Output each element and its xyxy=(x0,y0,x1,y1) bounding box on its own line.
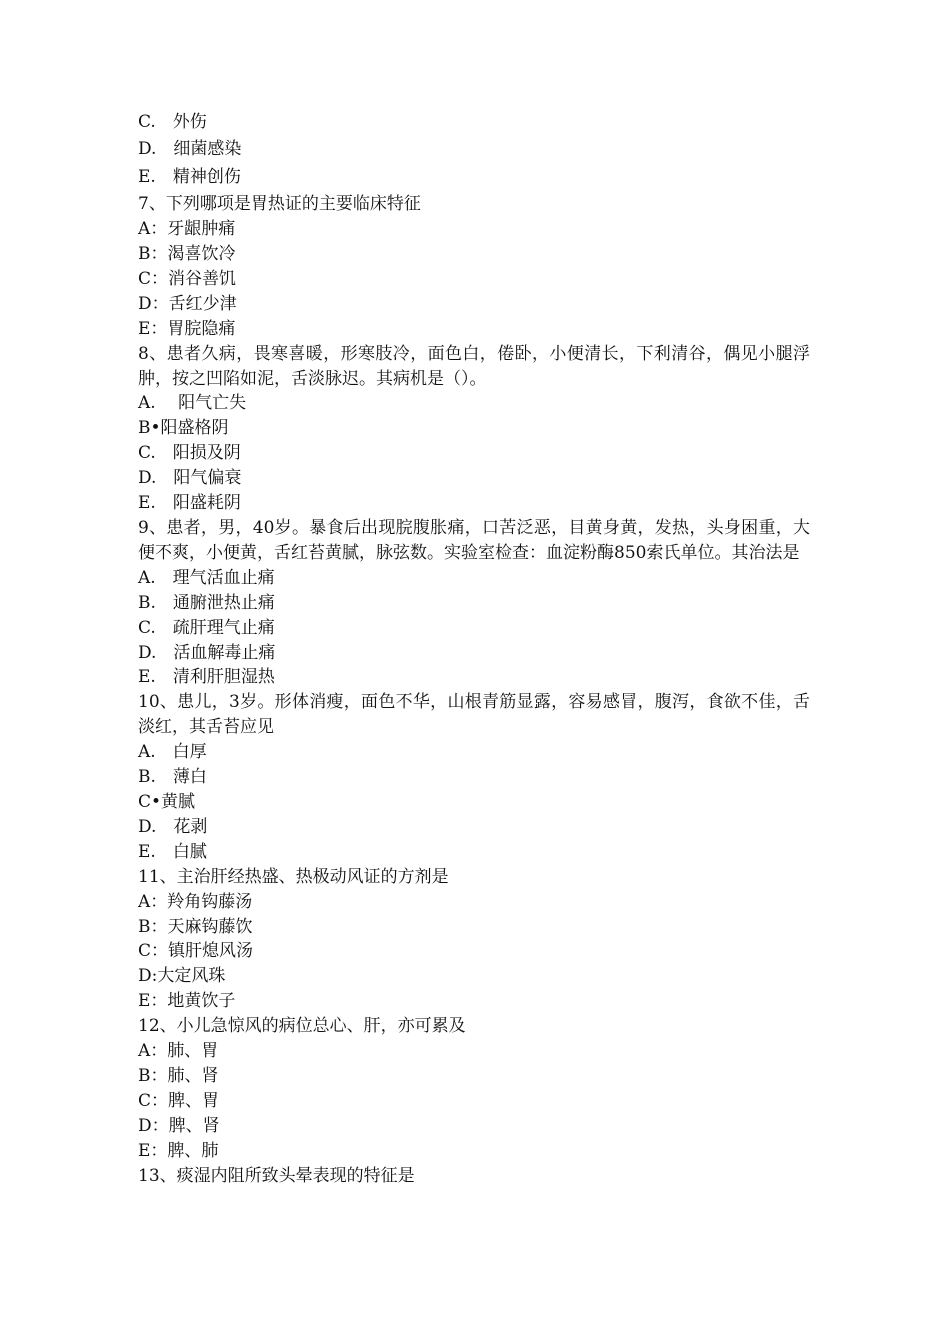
option-e: E：地黄饮子 xyxy=(138,991,236,1012)
option-e: E. 阳盛耗阴 xyxy=(138,493,241,514)
option-e: E. 清利肝胆湿热 xyxy=(138,667,275,688)
option-d: D：舌红少津 xyxy=(138,293,237,314)
option-a: A：羚角钩藤汤 xyxy=(138,891,253,912)
option-c: C•黄腻 xyxy=(138,791,196,812)
document-page xyxy=(138,110,810,1188)
question-8: 8、患者久病，畏寒喜暖，形寒肢冷，面色白，倦卧，小便清长，下利清谷，偶见小腿浮肿，按之凹陷如泥，舌淡脉迟。其病机是（）。 xyxy=(138,343,810,389)
question-7: 7、下列哪项是胃热证的主要临床特征 xyxy=(138,194,421,215)
option-b: B. 薄白 xyxy=(138,767,207,788)
option-c: C. 外伤 xyxy=(138,112,207,132)
option-d: D：脾、肾 xyxy=(138,1115,220,1136)
option-c: C：消谷善饥 xyxy=(138,268,237,289)
option-b: B：天麻钩藤饮 xyxy=(138,916,253,937)
option-d: D. 活血解毒止痛 xyxy=(138,642,276,663)
option-d: D. 花剥 xyxy=(138,816,208,837)
option-b: B：肺、肾 xyxy=(138,1065,219,1086)
option-e: E. 精神创伤 xyxy=(138,166,241,187)
option-c: C：脾、胃 xyxy=(138,1090,220,1111)
option-d: D. 细菌感染 xyxy=(138,139,242,160)
question-12: 12、小儿急惊风的病位总心、肝，亦可累及 xyxy=(138,1016,466,1037)
option-e: E：胃脘隐痛 xyxy=(138,318,236,339)
option-e: E：脾、肺 xyxy=(138,1140,219,1161)
option-d: D:大定风珠 xyxy=(138,966,226,987)
option-b: B：渴喜饮冷 xyxy=(138,244,236,265)
question-11: 11、主治肝经热盛、热极动风证的方剂是 xyxy=(138,866,449,887)
question-10: 10、患儿，3岁。形体消瘦，面色不华，山根青筋显露，容易感冒，腹泻，食欲不佳，舌淡红，其舌苔应见 xyxy=(138,692,810,738)
option-c: C. 疏肝理气止痛 xyxy=(138,617,275,638)
option-c: C. 阳损及阴 xyxy=(138,443,241,464)
option-e: E. 白腻 xyxy=(138,841,207,862)
option-d: D. 阳气偏衰 xyxy=(138,468,242,489)
option-a: A. 理气活血止痛 xyxy=(138,567,275,588)
question-13: 13、痰湿内阻所致头晕表现的特征是 xyxy=(138,1165,415,1186)
option-b: B•阳盛格阴 xyxy=(138,418,229,439)
option-a: A：肺、胃 xyxy=(138,1041,219,1062)
option-b: B. 通腑泄热止痛 xyxy=(138,592,275,613)
option-a: A：牙龈肿痛 xyxy=(138,219,236,240)
option-a: A. 白厚 xyxy=(138,742,207,763)
question-9: 9、患者，男，40岁。暴食后出现脘腹胀痛，口苦泛恶，目黄身黄，发热，头身困重，大便不爽，小便黄，舌红苔黄腻，脉弦数。实验室检查：血淀粉酶850索氏单位。其治法是 xyxy=(138,518,810,563)
option-c: C：镇肝熄风汤 xyxy=(138,941,254,962)
option-a: A. 阳气亡失 xyxy=(138,393,247,414)
